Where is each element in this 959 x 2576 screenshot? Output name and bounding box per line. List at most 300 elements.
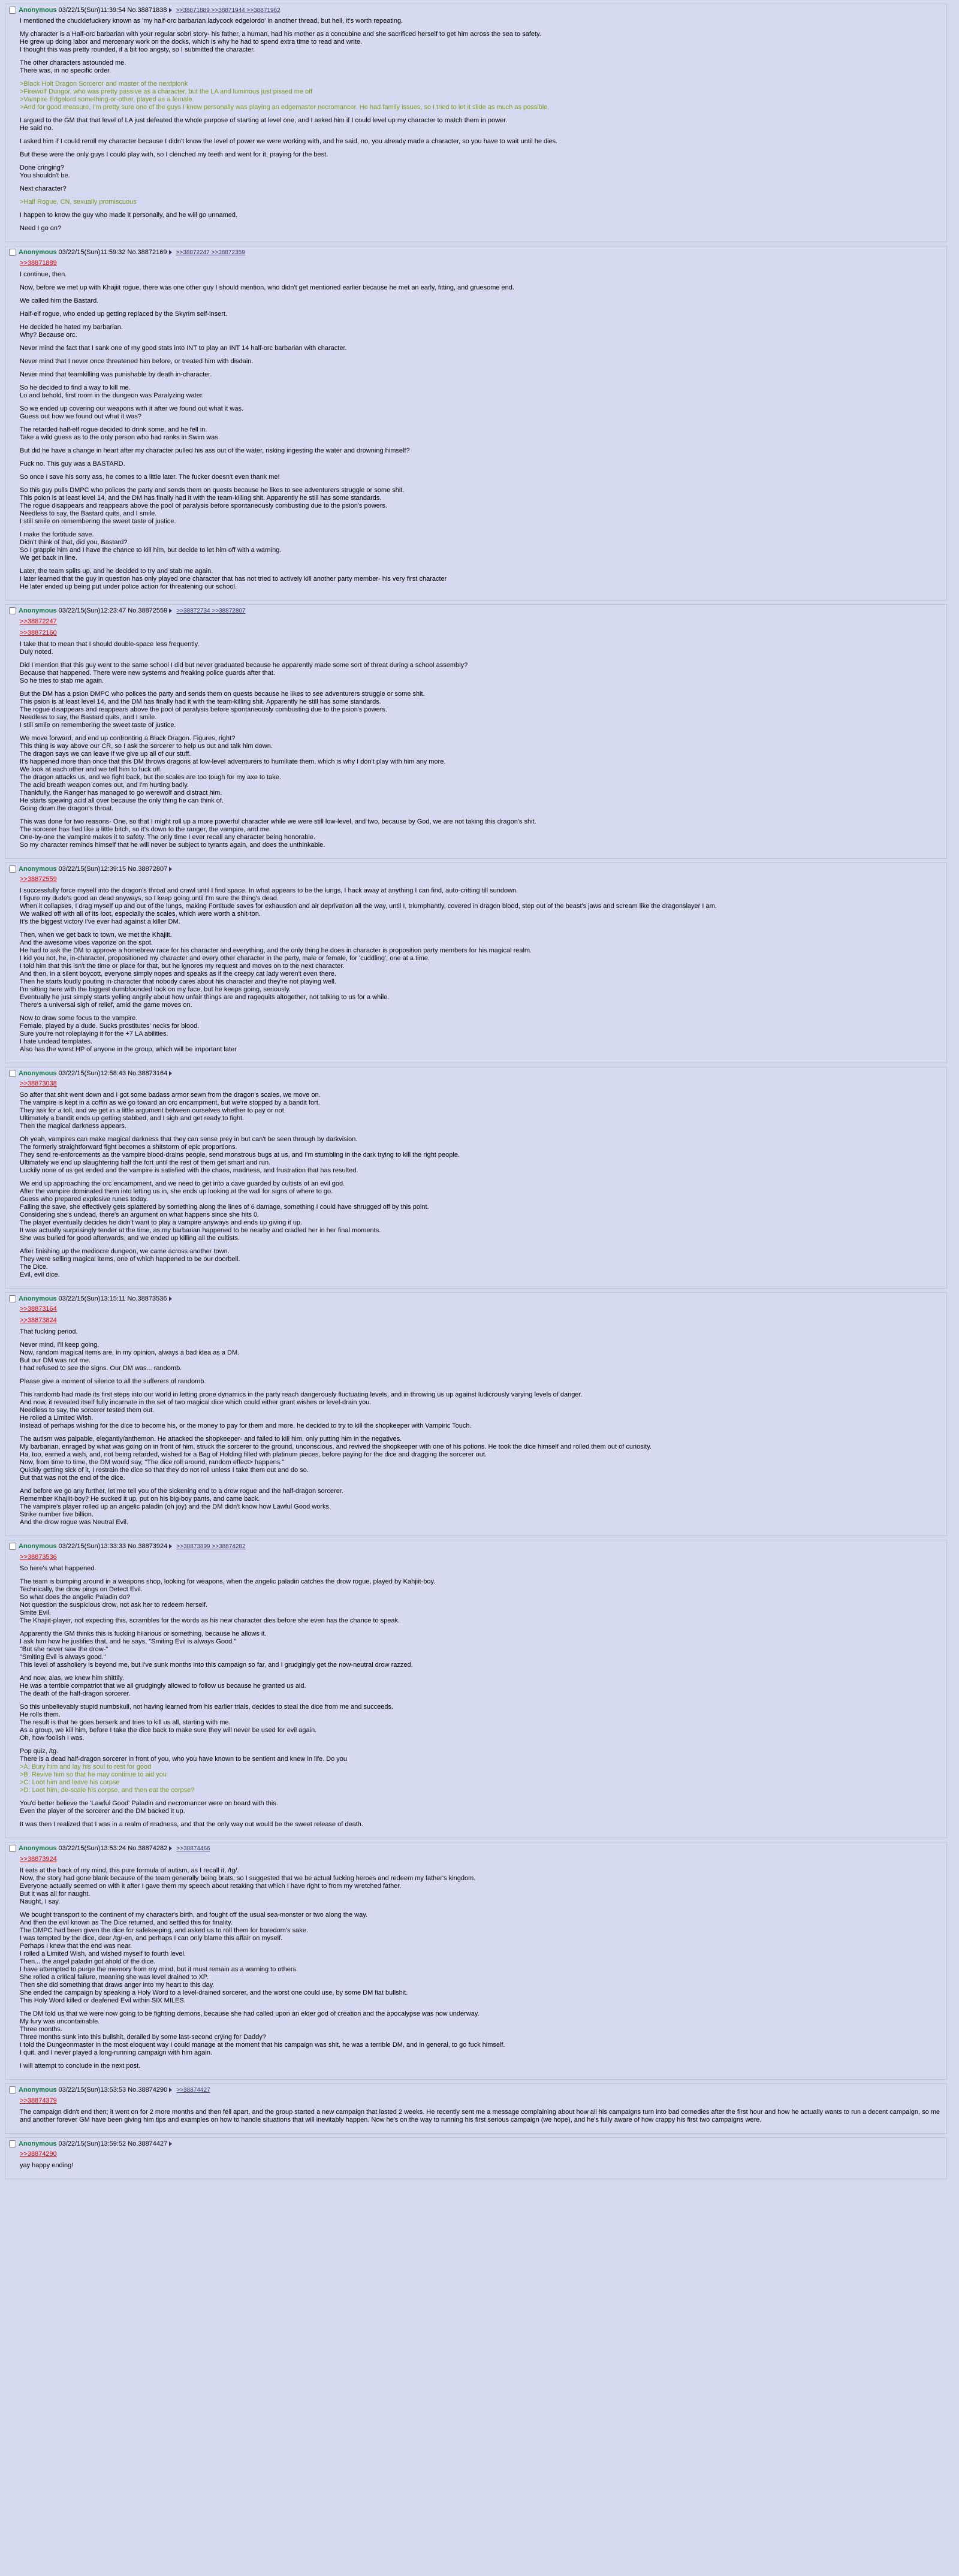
post-message <box>20 876 943 1054</box>
text-line: Didn't think of that, did you, Bastard? <box>20 539 128 546</box>
text-line: We walked off with all of its loot, especially the scales, which were worth a shit-ton. <box>20 910 261 918</box>
text-line: Thankfully, the Ranger has managed to go werewolf and distract him. <box>20 789 222 797</box>
post-paragraph <box>20 887 943 926</box>
text-line: The autism was palpable, elegantly/anthemon. He attacked the shopkeeper- and failed to kill him, only putting him in the negatives. <box>20 1435 402 1443</box>
post-paragraph <box>20 2109 943 2124</box>
post-header <box>9 1542 943 1551</box>
text-line: One-by-one the vampire makes it to safety. The only time I ever recall any character being honorable. <box>20 834 316 841</box>
post-paragraph <box>20 426 943 442</box>
post-paragraph <box>20 460 943 468</box>
post-select-checkbox[interactable] <box>9 1070 16 1077</box>
post-paragraph <box>20 324 943 339</box>
text-line: And now, alas, we knew him shittily. <box>20 1675 125 1682</box>
text-line: So what does the angelic Paladin do? <box>20 1594 131 1601</box>
text-line: Perhaps I knew that the end was near. <box>20 1942 132 1950</box>
post-paragraph <box>20 164 943 180</box>
text-line: We called him the Bastard. <box>20 297 99 304</box>
quote-link[interactable]: >>38872247 <box>20 618 57 625</box>
post-message <box>20 2097 943 2124</box>
text-line: Female, played by a dude. Sucks prostitutes' necks for blood. <box>20 1022 200 1030</box>
post-paragraph <box>20 931 943 1009</box>
text-line: The rogue disappears and reappears above the pool of paralysis before spontaneously combusting due to the psion's powers. <box>20 502 387 509</box>
text-line: Eventually he just simply starts yelling angrily about how unfair things are and ragequits altogether, not talking to us for a while. <box>20 994 390 1001</box>
post-select-checkbox[interactable] <box>9 1543 16 1550</box>
post-paragraph <box>20 1180 943 1242</box>
text-line: It was then I realized that I was in a realm of madness, and that the only way out would be the sweet release of death. <box>20 1821 363 1828</box>
text-line: But it was all for naught. <box>20 1890 91 1898</box>
text-line: He had to ask the DM to approve a homebrew race for his character and everything, and the only thing he does in character is proposition party members for his magical realm. <box>20 947 532 954</box>
text-line: I asked him if I could reroll my character because I didn't know the level of power we were working with, and he said, no, you already made a character, so you have to wait until he dies. <box>20 138 558 145</box>
reply-arrow-icon[interactable] <box>169 250 172 255</box>
text-line: And the drow rogue was Neutral Evil. <box>20 1519 128 1526</box>
post-author-name: Anonymous <box>19 7 57 14</box>
text-line: Ultimately we end up slaughtering half the fort until the rest of them get smart and run. <box>20 1159 271 1166</box>
post-paragraph <box>20 690 943 729</box>
text-line: Needless to say, the Bastard quits, and I smile. <box>20 714 157 721</box>
post-paragraph <box>20 80 943 111</box>
text-line: Falling the save, she effectively gets splattered by something along the lines of 6 damage, something I could have shrugged off by this point. <box>20 1203 429 1211</box>
text-line: The team is bumping around in a weapons shop, looking for weapons, when the angelic paladin catches the drow rogue, played by Kahjiit-boy. <box>20 1578 436 1585</box>
text-line: This was done for two reasons- One, so that I might roll up a more powerful character while we were still low-level, and two, because by God, we are not taking this dragon's shit. <box>20 818 536 825</box>
post-paragraph <box>20 1800 943 1815</box>
text-line: Did I mention that this guy went to the same school I did but never graduated because he apparently made some sort of threat during a school assembly? <box>20 662 468 669</box>
post-paragraph <box>20 1136 943 1175</box>
text-line: I kid you not, he, in-character, propositioned my character and every other character in the party, male or female, for 'cuddling', one at a time. <box>20 955 430 962</box>
post-backlinks[interactable]: >>38872734 >>38872807 <box>176 608 246 614</box>
text-line: The dragon attacks us, and we fight back, but the scales are too tough for my axe to take. <box>20 774 281 781</box>
reply-arrow-icon[interactable] <box>169 2088 172 2092</box>
post-author-name: Anonymous <box>19 1295 57 1302</box>
text-line: And the awesome vibes vaporize on the spot. <box>20 939 153 946</box>
post-message <box>20 1856 943 2070</box>
post-paragraph <box>20 818 943 849</box>
post-message <box>20 1305 943 1527</box>
text-line: yay happy ending! <box>20 2162 74 2169</box>
quote-link[interactable]: >>38873038 <box>20 1080 57 1087</box>
quote-link[interactable]: >>38873824 <box>20 1317 57 1324</box>
text-line: Lo and behold, first room in the dungeon was Paralyzing water. <box>20 392 204 399</box>
text-line: Guess out how we found out what it was? <box>20 413 142 420</box>
post-paragraph <box>20 1911 943 2005</box>
post-paragraph <box>20 212 943 219</box>
greentext-line: >Half Rogue, CN, sexually promiscuous <box>20 198 137 206</box>
post-backlinks[interactable]: >>38871889 >>38871944 >>38871962 <box>176 7 281 14</box>
text-line: Oh, how foolish I was. <box>20 1735 85 1742</box>
text-line: I figure my dude's good an dead anyways, so I keep going until I'm sure the thing's dead. <box>20 895 279 902</box>
text-line: My barbarian, enraged by what was going on in front of him, struck the sorcerer to the ground, unconscious, and revived the shopkeeper with one of his potions. He took the dice himself and rolled them out of curiosity. <box>20 1443 652 1450</box>
text-line: I had refused to see the signs. Our DM was... randomb. <box>20 1365 182 1372</box>
text-line: I argued to the GM that that level of LA just defeated the whole purpose of starting at level one, and I asked him if I could level up my character to match them in power. <box>20 117 508 124</box>
text-line: It's the biggest victory I've ever had against a killer DM. <box>20 918 180 925</box>
text-line: Three months sunk into this bullshit, derailed by some last-second crying for Daddy? <box>20 2034 266 2041</box>
post-author-name: Anonymous <box>19 249 57 256</box>
text-line: The other characters astounded me. <box>20 59 126 67</box>
text-line: I happen to know the guy who made it personally, and he will go unnamed. <box>20 212 238 219</box>
text-line: We end up approaching the orc encampment, and we need to get into a cave guarded by cultists of an evil god. <box>20 1180 345 1187</box>
post-backlinks[interactable]: >>38874466 <box>176 1845 210 1852</box>
post-paragraph <box>20 447 943 455</box>
text-line: So he tries to stab me again. <box>20 677 104 684</box>
text-line: She was buried for good afterwards, and we ended up killing all the cultists. <box>20 1235 240 1242</box>
post-paragraph <box>20 1378 943 1386</box>
post-paragraph <box>20 531 943 562</box>
quote-link[interactable]: >>38874290 <box>20 2150 57 2158</box>
post-paragraph <box>20 405 943 421</box>
text-line: And before we go any further, let me tell you of the sickening end to a drow rogue and the half-dragon sorcerer. <box>20 1488 343 1495</box>
post-paragraph <box>20 310 943 318</box>
text-line: Take a wild guess as to the only person who had ranks in Swim was. <box>20 434 220 441</box>
text-line: Never mind the fact that I sank one of my good stats into INT to play an INT 14 half-orc barbarian with character. <box>20 345 347 352</box>
post <box>5 2137 947 2179</box>
text-line: Instead of perhaps wishing for the dice to become his, or the money to pay for them and more, he decided to try to kill the shopkeeper with Vampiric Touch. <box>20 1422 472 1429</box>
post-paragraph <box>20 271 943 279</box>
text-line: I have attempted to purge the memory from my mind, but it must remain as a warning to others. <box>20 1966 298 1973</box>
text-line: I still smile on remembering the sweet taste of justice. <box>20 518 176 525</box>
quote-link[interactable]: >>38871889 <box>20 260 57 267</box>
post-paragraph <box>20 1821 943 1829</box>
post-date-and-number: 03/22/15(Sun)11:59:32 No.38872169 <box>58 249 167 256</box>
text-line: This thing is way above our CR, so I ask the sorcerer to help us out and talk him down. <box>20 743 273 750</box>
text-line: I make the fortitude save. <box>20 531 94 538</box>
text-line: I mentioned the chucklefuckery known as 'my half-orc barbarian ladycock edgelordo' in another thread, but hell, it's worth repeating. <box>20 17 403 25</box>
text-line: Now, random magical items are, in my opinion, always a bad idea as a DM. <box>20 1349 240 1356</box>
text-line: This Holy Word killed or deafened Evil within SIX MILES. <box>20 1997 186 2004</box>
text-line: I quit, and I never played a long-running campaign with him again. <box>20 2049 213 2056</box>
post-author-name: Anonymous <box>19 2086 57 2094</box>
post-paragraph <box>20 1703 943 1742</box>
text-line: But the DM has a psion DMPC who polices the party and sends them on quests because he likes to see adventurers struggle or some shit. <box>20 690 425 698</box>
post <box>5 4 947 242</box>
quote-link[interactable]: >>38874379 <box>20 2097 57 2104</box>
text-line: The sorcerer has fled like a little bitch, so it's down to the ranger, the vampire, and me. <box>20 826 272 833</box>
post-paragraph <box>20 59 943 75</box>
text-line: After finishing up the mediocre dungeon, we came across another town. <box>20 1248 230 1255</box>
text-line: Quickly getting sick of it, I restrain the dice so that they do not roll unless I take them out and do so. <box>20 1467 309 1474</box>
post <box>5 1842 947 2080</box>
text-line: Please give a moment of silence to all the sufferers of randomb. <box>20 1378 206 1385</box>
quote-link[interactable]: >>38872160 <box>20 629 57 637</box>
text-line: The rogue disappears and reappears above the pool of paralysis before spontaneously combusting due to the psion's powers. <box>20 706 387 713</box>
text-line: You shouldn't be. <box>20 172 70 179</box>
text-line: He decided he hated my barbarian. <box>20 324 123 331</box>
post-paragraph <box>20 371 943 379</box>
post-date-and-number: 03/22/15(Sun)11:39:54 No.38871838 <box>58 7 167 14</box>
text-line: He grew up doing labor and mercenary work on the docks, which is why he had to spend extra time to read and write. <box>20 38 363 46</box>
text-line: He was a terrible compatriot that we all grudgingly allowed to follow us because he granted us aid. <box>20 1682 306 1690</box>
text-line: Remember Khajiit-boy? He sucked it up, put on his big-boy pants, and came back. <box>20 1495 260 1503</box>
post-paragraph <box>20 2162 943 2170</box>
post-select-checkbox[interactable] <box>9 1845 16 1852</box>
text-line: Duly noted. <box>20 648 53 656</box>
text-line: Now, from time to time, the DM would say, "The dice roll around, random effect> happens." <box>20 1459 285 1466</box>
text-line: Then he starts loudly pouting in-character that nobody cares about his character and they're not playing well. <box>20 978 336 985</box>
text-line: So this guy pulls DMPC who polices the party and sends them on quests because he likes to see adventurers struggle or some shit. <box>20 487 405 494</box>
text-line: He rolls them. <box>20 1711 61 1718</box>
post-paragraph <box>20 185 943 193</box>
text-line: She ended the campaign by speaking a Holy Word to a level-drained sorcerer, and the worst one could use, by some DM fiat bullshit. <box>20 1989 408 1996</box>
text-line: Guess who prepared explosive runes today. <box>20 1196 148 1203</box>
text-line: So he decided to find a way to kill me. <box>20 384 131 391</box>
post-header <box>9 865 943 873</box>
post-paragraph <box>20 151 943 159</box>
text-line: This poion is at least level 14, and the DM has finally had it with the team-killing shit. Apparently he still has some standards. <box>20 494 382 502</box>
text-line: Fuck no. This guy was a BASTARD. <box>20 460 125 467</box>
post <box>5 604 947 859</box>
text-line: Because that happened. There were new systems and freaking police guards after that. <box>20 669 275 677</box>
text-line: The vampire's player rolled up an angelic paladin (oh joy) and the DM didn't know how Lawful Good works. <box>20 1503 331 1510</box>
text-line: Ha, too, earned a wish, and, not being retarded, wished for a Bag of Holding filled with platinum pieces, before paying for the dice and dragging the sorcerer out. <box>20 1451 487 1458</box>
post-paragraph <box>20 473 943 481</box>
post-paragraph <box>20 1435 943 1482</box>
text-line: Then, when we get back to town, we met the Khajiit. <box>20 931 172 939</box>
post-message <box>20 2150 943 2170</box>
post-message <box>20 17 943 233</box>
text-line: The DMPC had been given the dice for safekeeping, and asked us to roll them for boredom's sake. <box>20 1927 308 1934</box>
text-line: I later learned that the guy in question has only played one character that has not tried to actively kill another party member- his very first character <box>20 575 447 583</box>
post-date-and-number: 03/22/15(Sun)12:58:43 No.38873164 <box>58 1070 168 1077</box>
text-line: But that was not the end of the dice. <box>20 1474 125 1482</box>
text-line: I continue, then. <box>20 271 67 278</box>
post-paragraph <box>20 1015 943 1054</box>
reply-arrow-icon[interactable] <box>169 8 172 13</box>
post-paragraph <box>20 138 943 146</box>
post-paragraph <box>20 568 943 591</box>
post-paragraph <box>20 1867 943 1906</box>
text-line: I take that to mean that I should double-space less frequently. <box>20 641 200 648</box>
post-header <box>9 1844 943 1853</box>
text-line: I was tempted by the dice, dear /tg/-en, and perhaps I can only blame this affair on myself. <box>20 1935 283 1942</box>
text-line: "But she never saw the drow-" <box>20 1646 108 1653</box>
text-line: So I grapple him and I have the chance to kill him, but decide to let him off with a warning. <box>20 547 282 554</box>
post-paragraph <box>20 284 943 292</box>
post-paragraph <box>20 487 943 526</box>
reply-arrow-icon[interactable] <box>169 1296 172 1301</box>
quote-link[interactable]: >>38873924 <box>20 1856 57 1863</box>
text-line: They were selling magical items, one of which happened to be our doorbell. <box>20 1256 240 1263</box>
post-header <box>9 2086 943 2095</box>
text-line: Evil, evil dice. <box>20 1271 60 1278</box>
text-line: Apparently the GM thinks this is fucking hilarious or something, because he allows it. <box>20 1630 267 1637</box>
post-date-and-number: 03/22/15(Sun)13:53:24 No.38874282 <box>58 1845 168 1852</box>
post-header <box>9 248 943 257</box>
text-line: This randomb had made its first steps into our world in letting prone dynamics in the party reach dangerously fluctuating levels, and in throwing us up against ludicrously varying levels of danger. <box>20 1391 583 1398</box>
post-select-checkbox[interactable] <box>9 7 16 14</box>
text-line: Now to draw some focus to the vampire. <box>20 1015 138 1022</box>
text-line: The formerly straightforward fight becomes a shitstorm of epic proportions. <box>20 1144 237 1151</box>
text-line: I still smile on remembering the sweet taste of justice. <box>20 722 176 729</box>
post-select-checkbox[interactable] <box>9 2086 16 2094</box>
text-line: Now, before we met up with Khajiit rogue, there was one other guy I should mention, who didn't get mentioned earlier because he met an early, fitting, and gruesome end. <box>20 284 514 291</box>
text-line: But did he have a change in heart after my character pulled his ass out of the water, risking ingesting the water and drowning himself? <box>20 447 410 454</box>
text-line: Never mind that I never once threatened him before, or treated him with disdain. <box>20 358 254 365</box>
text-line: Needless to say, the sorcerer tested them out. <box>20 1407 155 1414</box>
post-date-and-number: 03/22/15(Sun)13:15:11 No.38873536 <box>58 1295 167 1302</box>
text-line: I will attempt to conclude in the next post. <box>20 2062 141 2070</box>
text-line: Technically, the drow pings on Detect Evil. <box>20 1586 143 1593</box>
text-line: Then the magical darkness appears. <box>20 1123 126 1130</box>
text-line: So once I save his sorry ass, he comes to a little later. The fucker doesn't even thank me! <box>20 473 280 481</box>
post-paragraph <box>20 1630 943 1669</box>
text-line: There is a dead half-dragon sorcerer in front of you, who you have known to be sentient and knew in life. Do you <box>20 1755 348 1763</box>
text-line: Need I go on? <box>20 225 62 232</box>
greentext-line: >C: Loot him and leave his corpse <box>20 1779 120 1786</box>
text-line: Going down the dragon's throat. <box>20 805 114 812</box>
post <box>5 1067 947 1289</box>
post-select-checkbox[interactable] <box>9 865 16 873</box>
post-date-and-number: 03/22/15(Sun)12:39:15 No.38872807 <box>58 865 168 873</box>
post-author-name: Anonymous <box>19 1845 57 1852</box>
text-line: And then, in a silent boycott, everyone simply nopes and speaks as if the creepy cat lady weren't even there. <box>20 970 336 978</box>
post-paragraph <box>20 31 943 54</box>
text-line: Never mind, I'll keep going. <box>20 1341 99 1349</box>
text-line: So here's what happened. <box>20 1565 96 1572</box>
greentext-line: >Black Holt Dragon Sorceror and master of the nerdplonk <box>20 80 188 88</box>
text-line: The campaign didn't end then; it went on for 2 more months and then fell apart, and the group started a new campaign that lasted 2 weeks. He recently sent me a message complaining about how all his campaigns turn into bad comedies after the first hour and how he actually wants to run a decent campaign, so me and another forever GM have been giving him tips and examples on how to handle situations that will inevitably happen. Now he's on the way to running his first serious campaign (we hope), and he's fully aware of how crappy his first two campaigns were. <box>20 2109 940 2123</box>
post-paragraph <box>20 1565 943 1573</box>
post-paragraph <box>20 117 943 132</box>
text-line: I successfully force myself into the dragon's throat and crawl until I find space. In what appears to be the lungs, I hack away at anything I can find, auto-critting till sundown. <box>20 887 518 894</box>
text-line: It was actually surprisingly tender at the time, as my barbarian happened to be nearby and cradled her in her final moments. <box>20 1227 381 1234</box>
text-line: Never mind that teamkilling was punishable by death in-character. <box>20 371 212 378</box>
text-line: Smite Evil. <box>20 1609 51 1616</box>
post-paragraph <box>20 358 943 366</box>
post-date-and-number: 03/22/15(Sun)13:33:33 No.38873924 <box>58 1543 168 1550</box>
post-message <box>20 1080 943 1279</box>
text-line: They send re-enforcements as the vampire blood-drains people, send monstrous bugs at us, and I'm stumbling in the dark trying to kill the right people. <box>20 1151 460 1159</box>
reply-arrow-icon[interactable] <box>169 1846 172 1851</box>
post-message <box>20 1554 943 1829</box>
post-select-checkbox[interactable] <box>9 249 16 256</box>
post-backlinks[interactable]: >>38874427 <box>176 2087 210 2094</box>
post-backlinks[interactable]: >>38872247 >>38872359 <box>176 249 245 256</box>
post-paragraph <box>20 1578 943 1625</box>
post-select-checkbox[interactable] <box>9 1295 16 1302</box>
text-line: He later ended up being put under police action for threatening our school. <box>20 583 237 590</box>
reply-arrow-icon[interactable] <box>169 1071 172 1076</box>
text-line: He said no. <box>20 125 53 132</box>
text-line: After the vampire dominated them into letting us in, she ends up looking at the wall for signs of where to go. <box>20 1188 333 1195</box>
greentext-line: >D: Loot him, de-scale his corpse, and then eat the corpse? <box>20 1787 195 1794</box>
text-line: You'd better believe the 'Lawful Good' Paladin and necromancer were on board with this. <box>20 1800 278 1807</box>
text-line: It eats at the back of my mind, this pure formula of autism, as I recall it, /tg/. <box>20 1867 239 1874</box>
greentext-line: >Firewolf Dungor, who was pretty passive as a character, but the LA and luminous just pissed me off <box>20 88 313 95</box>
post-paragraph <box>20 641 943 656</box>
text-line: Oh yeah, vampires can make magical darkness that they can sense prey in but can't be seen through by darkvision. <box>20 1136 358 1143</box>
text-line: But our DM was not me. <box>20 1357 91 1364</box>
text-line: This psion is at least level 14, and the DM has finally had it with the team-killing shit. Apparently he still has some standards. <box>20 698 381 705</box>
post-paragraph <box>20 1488 943 1527</box>
text-line: And then the evil known as The Dice returned, and settled this for finality. <box>20 1919 233 1926</box>
post <box>5 1540 947 1838</box>
text-line: We bought transport to the continent of my character's birth, and fought off the usual sea-monster or two along the way. <box>20 1911 367 1919</box>
quote-link[interactable]: >>38873536 <box>20 1554 57 1561</box>
text-line: There was, in no specific order. <box>20 67 111 74</box>
post-paragraph <box>20 297 943 305</box>
text-line: I'm sitting here with the biggest dumbfounded look on my face, but he keeps going, seriously. <box>20 986 291 993</box>
reply-arrow-icon[interactable] <box>169 608 172 613</box>
post-header <box>9 1295 943 1303</box>
text-line: There's a universal sigh of relief, amid the game moves on. <box>20 1002 192 1009</box>
post-header <box>9 6 943 15</box>
text-line: Pop quiz, /tg. <box>20 1748 59 1755</box>
text-line: I thought this was pretty rounded, if a bit too angsty, so I submitted the character. <box>20 46 255 53</box>
text-line: Done cringing? <box>20 164 64 171</box>
post-author-name: Anonymous <box>19 1543 57 1550</box>
text-line: But these were the only guys I could play with, so I clenched my teeth and went for it, praying for the best. <box>20 151 328 158</box>
post-author-name: Anonymous <box>19 607 57 614</box>
text-line: We look at each other and we tell him to fuck off. <box>20 766 162 773</box>
text-line: She rolled a critical failure, meaning she was level drained to XP. <box>20 1974 209 1981</box>
text-line: The death of the half-dragon sorcerer. <box>20 1690 131 1697</box>
text-line: The DM told us that we were now going to be fighting demons, because she had called upon an elder god of creation and the apocalypse was now underway. <box>20 2010 480 2017</box>
text-line: Considering she's undead, there's an argument on what happens since she hits 0. <box>20 1211 260 1218</box>
post-select-checkbox[interactable] <box>9 2140 16 2147</box>
post-date-and-number: 03/22/15(Sun)13:59:52 No.38874427 <box>58 2140 168 2147</box>
text-line: They ask for a toll, and we get in a little argument between ourselves whether to pay or not. <box>20 1107 286 1114</box>
post-header <box>9 607 943 616</box>
text-line: Then she did something that draws anger into my heart to this day. <box>20 1981 215 1989</box>
post-paragraph <box>20 1391 943 1430</box>
post-paragraph <box>20 1248 943 1279</box>
text-line: And now, it revealed itself fully incarnate in the set of two magical dice which could either grant wishes or level-drain you. <box>20 1399 372 1406</box>
text-line: I rolled a Limited Wish, and wished myself to fourth level. <box>20 1950 186 1957</box>
text-line: We move forward, and end up confronting a Black Dragon. Figures, right? <box>20 735 236 742</box>
post-paragraph <box>20 225 943 233</box>
quote-link[interactable]: >>38872559 <box>20 876 57 883</box>
text-line: Then... the angel paladin got ahold of the dice. <box>20 1958 156 1965</box>
text-line: As a group, we kill him, before I take the dice back to make sure they will never be used for evil again. <box>20 1727 317 1734</box>
text-line: This level of assholiery is beyond me, but I've sunk months into this campaign so far, and I grudgingly get the now-neutral drow razzed. <box>20 1661 413 1669</box>
text-line: Now, the story had gone blank because of the team generally being brats, so I suggested that we be actual fucking heroes and redeem my father's kingdom. <box>20 1875 476 1882</box>
text-line: Strike number five billion. <box>20 1511 94 1518</box>
post <box>5 862 947 1063</box>
post-paragraph <box>20 1328 943 1336</box>
reply-arrow-icon[interactable] <box>169 867 172 871</box>
reply-arrow-icon[interactable] <box>169 2141 172 2146</box>
text-line: Needless to say, the Bastard quits, and I smile. <box>20 510 157 517</box>
text-line: It's happened more than once that this DM throws dragons at low-level adventurers to humiliate them, which is why I don't play with him any more. <box>20 758 446 765</box>
text-line: Later, the team splits up, and he decided to try and stab me again. <box>20 568 213 575</box>
reply-arrow-icon[interactable] <box>169 1544 172 1549</box>
text-line: Even the player of the sorcerer and the DM backed it up. <box>20 1808 185 1815</box>
text-line: Why? Because orc. <box>20 331 77 339</box>
text-line: The vampire is kept in a coffin as we go toward an orc encampment, but we're stopped by a bandit fort. <box>20 1099 320 1106</box>
post <box>5 246 947 601</box>
post-paragraph <box>20 1341 943 1373</box>
text-line: So this unbelievably stupid numbskull, not having learned from his earlier trials, decides to steal the dice from me and succeeds. <box>20 1703 394 1711</box>
post-author-name: Anonymous <box>19 865 57 873</box>
post-backlinks[interactable]: >>38873899 >>38874282 <box>176 1543 246 1550</box>
text-line: My fury was uncontainable. <box>20 2018 100 2025</box>
text-line: I hate undead templates. <box>20 1038 93 1045</box>
quote-link[interactable]: >>38873164 <box>20 1305 57 1313</box>
post <box>5 2083 947 2134</box>
greentext-line: >Vampire Edgelord something-or-other, played as a female. <box>20 96 194 103</box>
greentext-line: >B: Revive him so that he may continue to aid you <box>20 1771 167 1778</box>
text-line: The acid breath weapon comes out, and I'm hurting badly. <box>20 782 189 789</box>
post-author-name: Anonymous <box>19 2140 57 2147</box>
post-header <box>9 2140 943 2148</box>
text-line: So after that shit went down and I got some badass armor sewn from the dragon's scales, we move on. <box>20 1091 321 1099</box>
post-select-checkbox[interactable] <box>9 607 16 614</box>
post-date-and-number: 03/22/15(Sun)13:53:53 No.38874290 <box>58 2086 168 2094</box>
text-line: Half-elf rogue, who ended up getting replaced by the Skyrim self-insert. <box>20 310 228 318</box>
text-line: The player eventually decides he didn't want to play a vampire anyways and ends up giving it up. <box>20 1219 303 1226</box>
post-paragraph <box>20 17 943 25</box>
post <box>5 1292 947 1536</box>
text-line: Next character? <box>20 185 67 192</box>
text-line: "Smiting Evil is always good." <box>20 1654 106 1661</box>
